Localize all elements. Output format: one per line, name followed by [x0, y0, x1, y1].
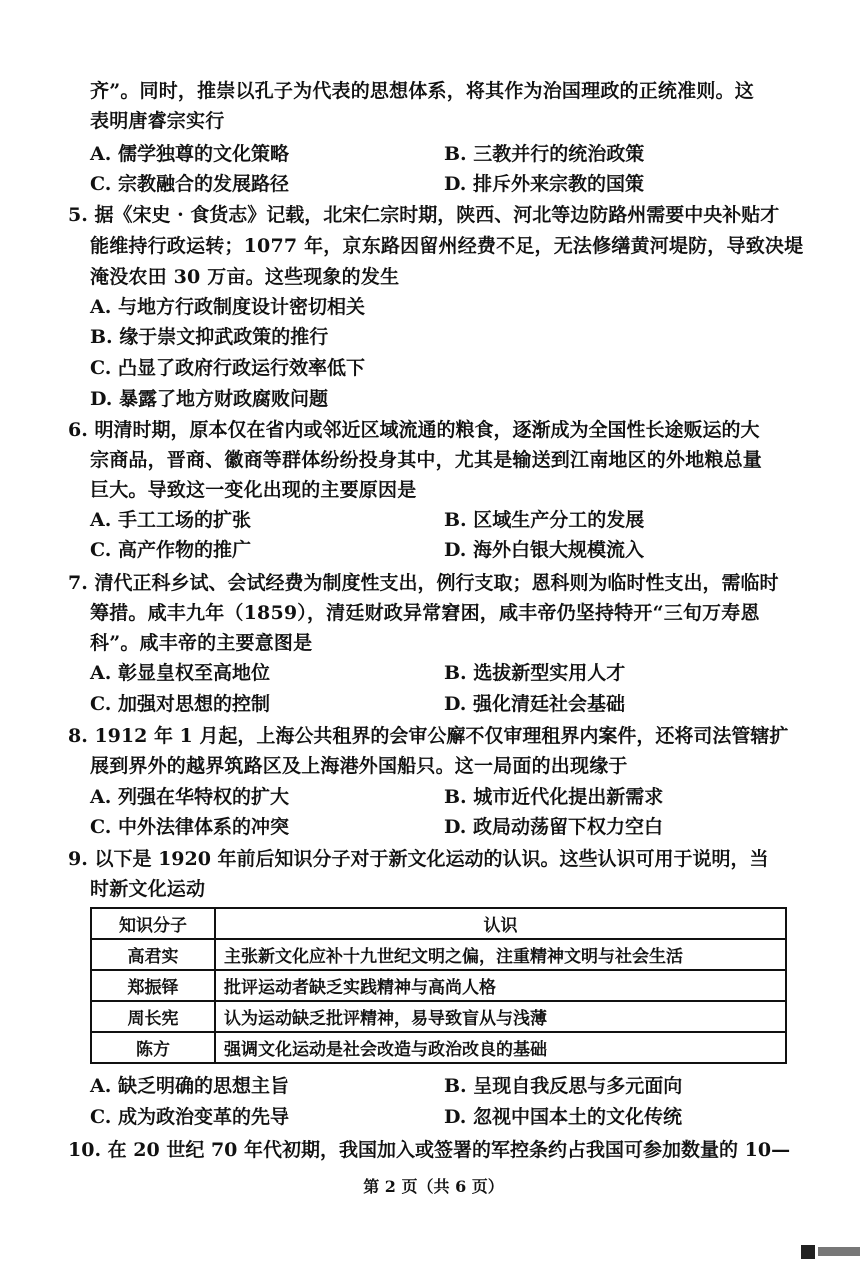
q4-option-c: C. 宗教融合的发展路径 [90, 173, 290, 195]
q7-option-d: D. 强化清廷社会基础 [444, 693, 626, 715]
table-header-cell: 知识分子 [91, 908, 215, 939]
q5-option-c: C. 凸显了政府行政运行效率低下 [90, 357, 366, 379]
table-row [91, 1001, 786, 1032]
q7-stem-line2: 筹措。咸丰九年（1859），清廷财政异常窘困，咸丰帝仍坚持特开“三旬万寿恩 [90, 602, 760, 624]
q7-option-c: C. 加强对思想的控制 [90, 693, 271, 715]
q8-option-c: C. 中外法律体系的冲突 [90, 816, 290, 838]
table-cell-view: 认为运动缺乏批评精神，易导致盲从与浅薄 [215, 1001, 786, 1032]
q8-option-d: D. 政局动荡留下权力空白 [444, 816, 664, 838]
q5-stem-line3: 淹没农田 30 万亩。这些现象的发生 [90, 266, 400, 288]
q8-option-b: B. 城市近代化提出新需求 [444, 786, 664, 808]
q9-stem-line2: 时新文化运动 [90, 878, 206, 900]
watermark-text-mark [818, 1247, 860, 1256]
table-cell-name: 周长宪 [91, 1001, 215, 1032]
q5-stem-line2: 能维持行政运转；1077 年，京东路因留州经费不足，无法修缮黄河堤防，导致决堤 [90, 235, 804, 257]
q4-option-d: D. 排斥外来宗教的国策 [444, 173, 645, 195]
q6-stem-line2: 宗商品，晋商、徽商等群体纷纷投身其中，尤其是输送到江南地区的外地粮总量 [90, 449, 763, 471]
table-cell-name: 陈方 [91, 1032, 215, 1063]
q7-stem-line1: 7. 清代正科乡试、会试经费为制度性支出，例行支取；恩科则为临时性支出，需临时 [68, 572, 779, 594]
table-cell-view: 主张新文化应补十九世纪文明之偏，注重精神文明与社会生活 [215, 939, 786, 970]
q9-table [90, 907, 787, 1064]
q5-option-d: D. 暴露了地方财政腐败问题 [90, 388, 329, 410]
q6-stem-line3: 巨大。导致这一变化出现的主要原因是 [90, 479, 417, 501]
q5-option-a: A. 与地方行政制度设计密切相关 [90, 296, 365, 318]
q4-option-b: B. 三教并行的统治政策 [444, 143, 645, 165]
page-number-footer: 第 2 页（共 6 页） [363, 1177, 504, 1196]
q8-stem-line2: 展到界外的越界筑路区及上海港外国船只。这一局面的出现缘于 [90, 755, 628, 777]
q9-stem-line1: 9. 以下是 1920 年前后知识分子对于新文化运动的认识。这些认识可用于说明，当 [68, 848, 769, 870]
watermark-logo [801, 1245, 861, 1259]
q10-stem-line1: 10. 在 20 世纪 70 年代初期，我国加入或签署的军控条约占我国可参加数量的 10— [68, 1139, 791, 1161]
q5-option-b: B. 缘于崇文抑武政策的推行 [90, 326, 329, 348]
q9-option-c: C. 成为政治变革的先导 [90, 1106, 290, 1128]
q7-option-b: B. 选拔新型实用人才 [444, 662, 626, 684]
q5-stem-line1: 5. 据《宋史 · 食货志》记载，北宋仁宗时期，陕西、河北等边防路州需要中央补贴才 [68, 204, 780, 226]
table-cell-view: 批评运动者缺乏实践精神与高尚人格 [215, 970, 786, 1001]
q8-stem-line1: 8. 1912 年 1 月起，上海公共租界的会审公廨不仅审理租界内案件，还将司法管辖扩 [68, 725, 789, 747]
q6-stem-line1: 6. 明清时期，原本仅在省内或邻近区域流通的粮食，逐渐成为全国性长途贩运的大 [68, 419, 760, 441]
q7-stem-line3: 科”。咸丰帝的主要意图是 [90, 632, 313, 654]
q9-option-a: A. 缺乏明确的思想主旨 [90, 1075, 289, 1097]
q7-option-a: A. 彰显皇权至高地位 [90, 662, 270, 684]
q6-option-d: D. 海外白银大规模流入 [444, 539, 645, 561]
table-row [91, 939, 786, 970]
table-cell-name: 高君实 [91, 939, 215, 970]
q6-option-a: A. 手工工场的扩张 [90, 509, 251, 531]
q9-option-d: D. 忽视中国本土的文化传统 [444, 1106, 683, 1128]
q8-option-a: A. 列强在华特权的扩大 [90, 786, 289, 808]
q4-stem-line1: 齐”。同时，推崇以孔子为代表的思想体系，将其作为治国理政的正统准则。这 [90, 80, 754, 102]
table-header-cell: 认识 [215, 908, 786, 939]
q6-option-c: C. 高产作物的推广 [90, 539, 252, 561]
q4-option-a: A. 儒学独尊的文化策略 [90, 143, 289, 165]
table-row [91, 970, 786, 1001]
q4-stem-line2: 表明唐睿宗实行 [90, 110, 225, 132]
table-cell-name: 郑振铎 [91, 970, 215, 1001]
table-header-row [91, 908, 786, 939]
table-row [91, 1032, 786, 1063]
q9-option-b: B. 呈现自我反思与多元面向 [444, 1075, 683, 1097]
qr-code-icon [801, 1245, 815, 1259]
q6-option-b: B. 区域生产分工的发展 [444, 509, 645, 531]
table-cell-view: 强调文化运动是社会改造与政治改良的基础 [215, 1032, 786, 1063]
